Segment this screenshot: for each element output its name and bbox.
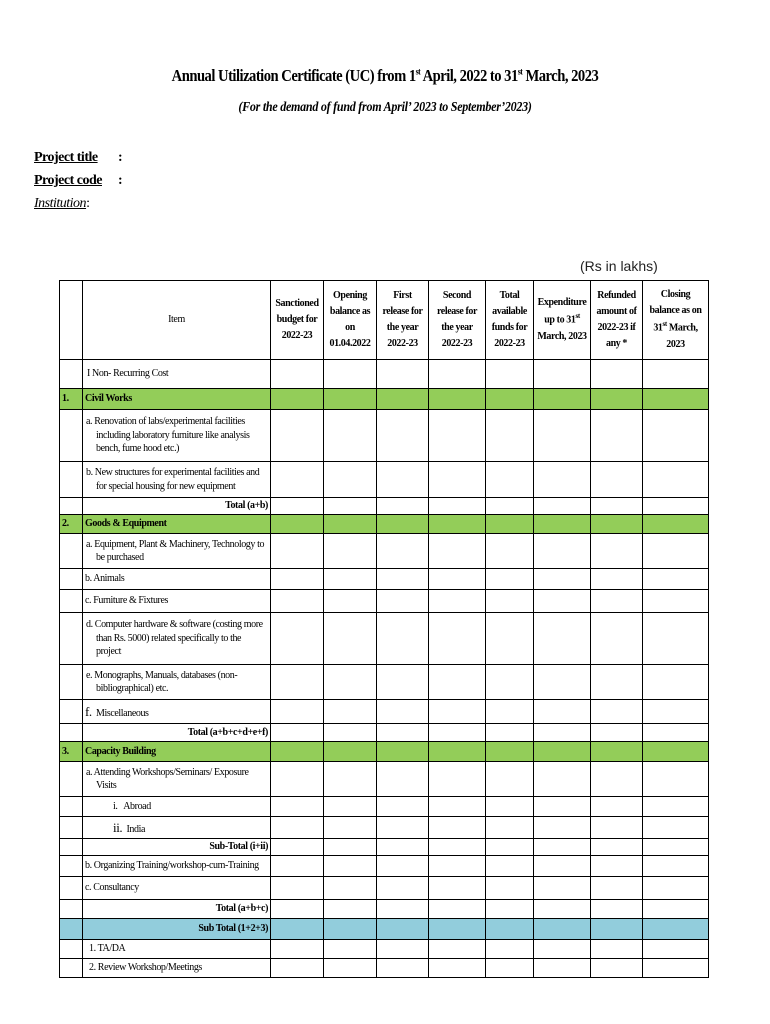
col-second-release: Second release for the year 2022-23 xyxy=(429,281,486,360)
section-row-civil-works: 1. Civil Works xyxy=(60,389,709,410)
table-row: d. Computer hardware & software (costing more than Rs. 5000) related specifically to the project xyxy=(60,613,709,665)
total-row: Total (a+b) xyxy=(60,498,709,515)
table-row: c. Furniture & Fixtures xyxy=(60,590,709,613)
project-code-label: Project code xyxy=(34,173,102,188)
units-note: (Rs in lakhs) xyxy=(580,258,658,274)
subtotal-row: Sub-Total (i+ii) xyxy=(60,839,709,856)
table-row: b. Organizing Training/workshop-cum-Training xyxy=(60,856,709,877)
institution-label: Institution xyxy=(34,196,87,211)
table-row: a. Renovation of labs/experimental facilities including laboratory furniture like analysis bench, fume hood etc.) xyxy=(60,410,709,462)
table-row: 2. Review Workshop/Meetings xyxy=(60,959,709,978)
col-sanctioned: Sanctioned budget for 2022-23 xyxy=(271,281,324,360)
section-row-goods-equipment: 2. Goods & Equipment xyxy=(60,515,709,534)
table-row: c. Consultancy xyxy=(60,877,709,900)
table-row: e. Monographs, Manuals, databases (non-bibliographical) etc. xyxy=(60,665,709,700)
subtotal-row-1-2-3: Sub Total (1+2+3) xyxy=(60,919,709,940)
certificate-subtitle: (For the demand of fund from April’ 2023 to September’2023) xyxy=(238,100,532,115)
col-opening: Opening balance as on 01.04.2022 xyxy=(324,281,377,360)
table-row: f. Miscellaneous xyxy=(60,700,709,724)
table-row: 1. TA/DA xyxy=(60,940,709,959)
col-item: Item xyxy=(83,281,271,360)
table-row: I Non- Recurring Cost xyxy=(60,360,709,389)
table-row: b. Animals xyxy=(60,569,709,590)
table-row: i. Abroad xyxy=(60,797,709,817)
certificate-title: Annual Utilization Certificate (UC) from 1st April, 2022 to 31st March, 2023 xyxy=(171,66,599,85)
utilization-table xyxy=(59,280,709,978)
total-row: Total (a+b+c) xyxy=(60,900,709,919)
col-total-available: Total available funds for 2022-23 xyxy=(486,281,534,360)
project-title-field: Project title : xyxy=(34,150,123,165)
project-title-label: Project title xyxy=(34,150,98,165)
col-closing: Closing balance as on 31st March, 2023 xyxy=(643,281,709,360)
col-first-release: First release for the year 2022-23 xyxy=(377,281,429,360)
institution-field: Institution: xyxy=(34,196,90,211)
total-row: Total (a+b+c+d+e+f) xyxy=(60,724,709,742)
project-code-field: Project code : xyxy=(34,173,123,188)
table-row: b. New structures for experimental facilities and for special housing for new equipment xyxy=(60,462,709,498)
table-row: ii. India xyxy=(60,817,709,839)
col-refunded: Refunded amount of 2022-23 if any * xyxy=(591,281,643,360)
header-row xyxy=(60,281,709,360)
table-row: a. Equipment, Plant & Machinery, Technology to be purchased xyxy=(60,534,709,569)
col-expenditure: Expenditure up to 31st March, 2023 xyxy=(534,281,591,360)
section-row-capacity-building: 3. Capacity Building xyxy=(60,742,709,762)
table-row: a. Attending Workshops/Seminars/ Exposure Visits xyxy=(60,762,709,797)
